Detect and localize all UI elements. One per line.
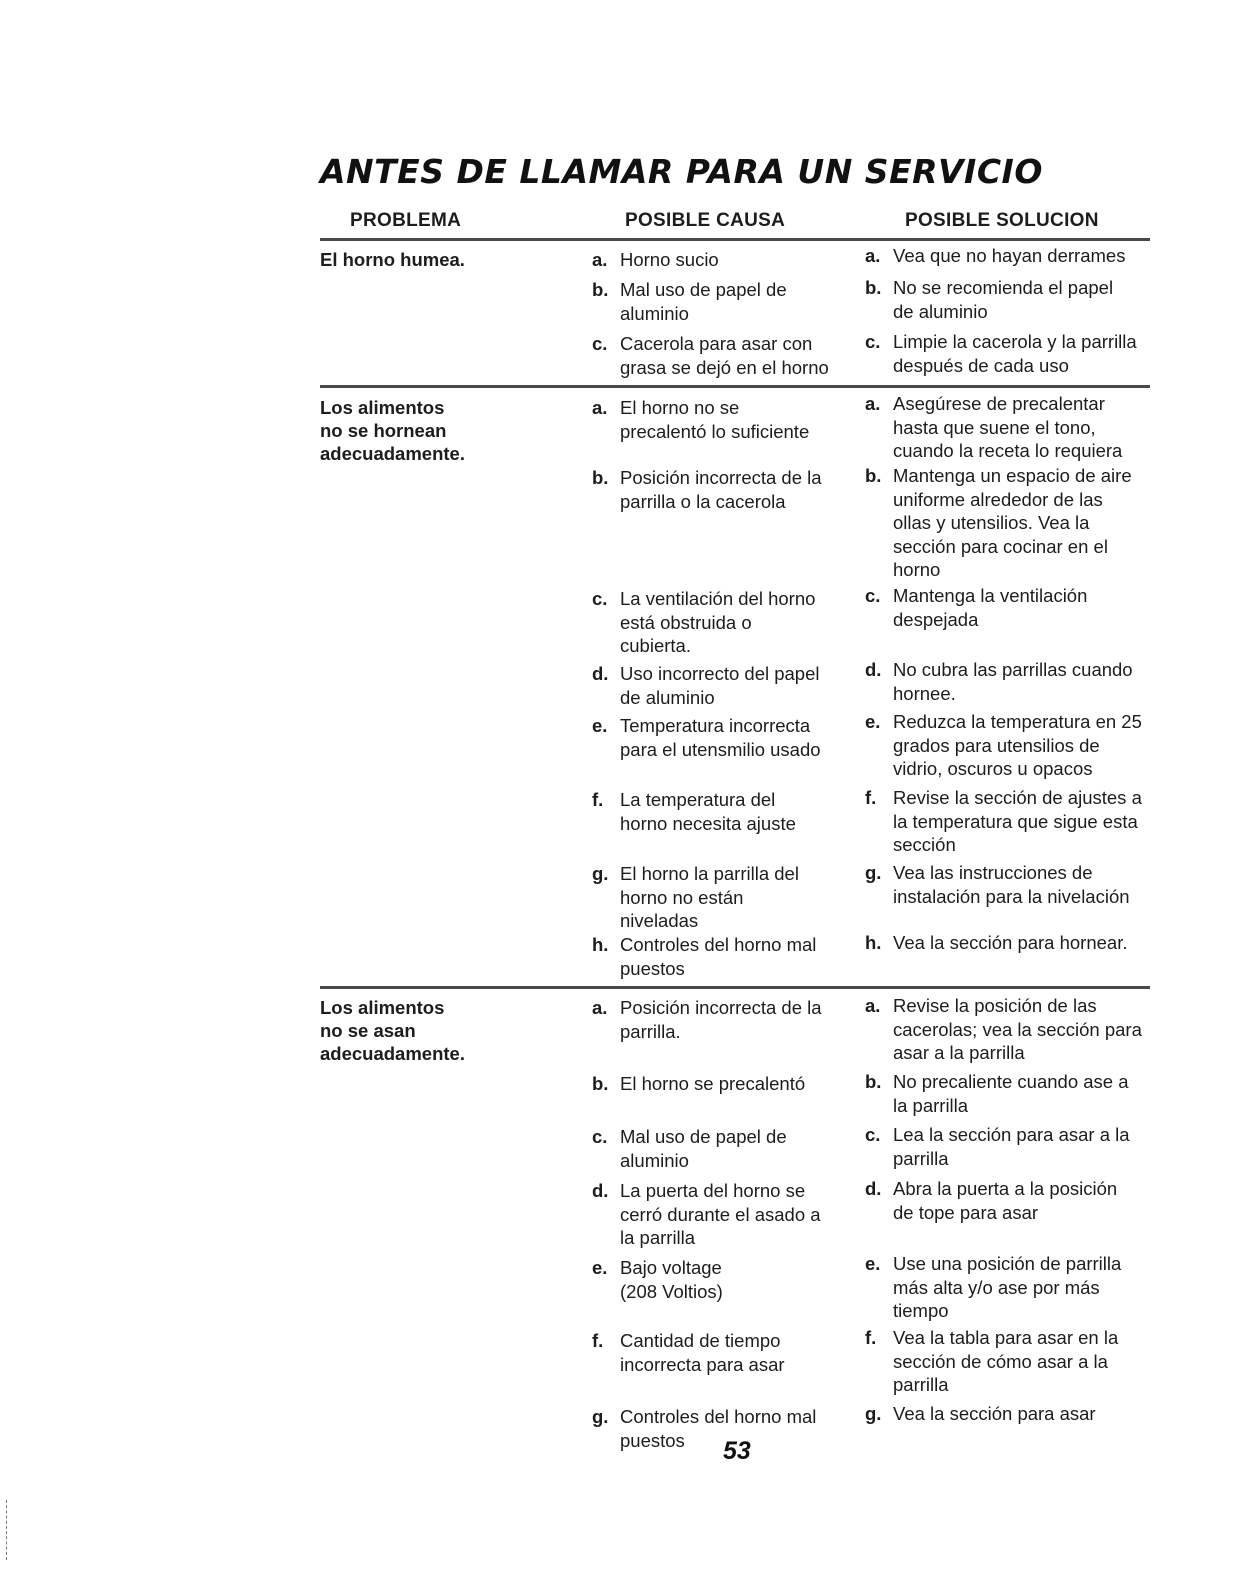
item-letter: c. — [865, 585, 881, 606]
item-text: Controles del horno mal puestos — [620, 1406, 817, 1451]
item-letter: f. — [592, 789, 604, 810]
item-text: Vea la sección para hornear. — [893, 932, 1128, 953]
item-letter: b. — [865, 1071, 882, 1092]
solution-item — [865, 861, 1155, 932]
item-text: Vea que no hayan derrames — [893, 245, 1126, 266]
item-text: Mal uso de papel de aluminio — [620, 1126, 787, 1171]
section-divider — [320, 385, 1150, 388]
item-text: Bajo voltage (208 Voltios) — [620, 1257, 723, 1302]
cause-item — [592, 714, 842, 785]
item-text: Lea la sección para asar a la parrilla — [893, 1124, 1130, 1169]
item-text: Revise la posición de las cacerolas; vea la sección para asar a la parrilla — [893, 995, 1142, 1063]
cause-item — [592, 1405, 842, 1476]
item-letter: c. — [865, 331, 881, 352]
item-text: El horno no se precalentó lo suficiente — [620, 397, 810, 442]
item-letter: h. — [592, 934, 609, 955]
item-text: Mal uso de papel de aluminio — [620, 279, 787, 324]
item-text: Posición incorrecta de la parrilla o la cacerola — [620, 467, 822, 512]
cause-item — [592, 587, 842, 658]
item-letter: g. — [865, 1403, 882, 1424]
header-problem: PROBLEMA — [350, 210, 462, 231]
solution-item — [865, 1326, 1155, 1397]
item-letter: a. — [865, 245, 881, 266]
solution-item — [865, 392, 1155, 463]
item-text: Abra la puerta a la posición de tope para asar — [893, 1178, 1118, 1223]
item-text: El horno la parrilla del horno no están niveladas — [620, 863, 799, 931]
item-letter: b. — [592, 467, 609, 488]
item-text: La temperatura del horno necesita ajuste — [620, 789, 796, 834]
item-text: Vea la tabla para asar en la sección de cómo asar a la parrilla — [893, 1327, 1119, 1395]
item-text: Limpie la cacerola y la parrilla después de cada uso — [893, 331, 1137, 376]
cause-item — [592, 396, 842, 467]
item-text: Vea las instrucciones de instalación para la nivelación — [893, 862, 1130, 907]
item-text: No se recomienda el papel de aluminio — [893, 277, 1114, 322]
item-letter: b. — [865, 277, 882, 298]
item-letter: c. — [592, 588, 608, 609]
item-text: Posición incorrecta de la parrilla. — [620, 997, 822, 1042]
problem-label: Los alimentos no se hornean adecuadamente. — [320, 397, 465, 464]
item-text: No cubra las parrillas cuando hornee. — [893, 659, 1133, 704]
item-letter: e. — [592, 715, 608, 736]
item-letter: a. — [865, 995, 881, 1016]
item-letter: g. — [592, 863, 609, 884]
item-letter: d. — [592, 1180, 609, 1201]
section-divider — [320, 986, 1150, 989]
item-letter: c. — [592, 1126, 608, 1147]
problem-label: Los alimentos no se asan adecuadamente. — [320, 997, 465, 1064]
item-letter: e. — [865, 1253, 881, 1274]
solution-item — [865, 931, 1155, 1002]
item-text: Asegúrese de precalentar hasta que suene el tono, cuando la receta lo requiera — [893, 393, 1123, 461]
item-letter: d. — [592, 663, 609, 684]
item-letter: b. — [865, 465, 882, 486]
item-text: Use una posición de parrilla más alta y/o ase por más tiempo — [893, 1253, 1122, 1321]
item-letter: a. — [592, 397, 608, 418]
solution-item — [865, 330, 1155, 401]
item-letter: h. — [865, 932, 882, 953]
solution-item — [865, 584, 1155, 655]
item-letter: g. — [865, 862, 882, 883]
item-text: Reduzca la temperatura en 25 grados para utensilios de vidrio, oscuros u opacos — [893, 711, 1142, 779]
header-solution: POSIBLE SOLUCION — [905, 210, 1099, 231]
item-letter: b. — [592, 1073, 609, 1094]
solution-item — [865, 786, 1155, 857]
item-letter: d. — [865, 659, 882, 680]
item-text: Cantidad de tiempo incorrecta para asar — [620, 1330, 785, 1375]
item-letter: g. — [592, 1406, 609, 1427]
item-text: Temperatura incorrecta para el utensmilio usado — [620, 715, 821, 760]
cause-item — [592, 1179, 842, 1250]
solution-item — [865, 1177, 1155, 1248]
item-text: La ventilación del horno está obstruida o cubierta. — [620, 588, 816, 656]
item-text: Vea la sección para asar — [893, 1403, 1096, 1424]
item-letter: d. — [865, 1178, 882, 1199]
solution-item — [865, 994, 1155, 1065]
item-text: Horno sucio — [620, 249, 719, 270]
cause-item — [592, 466, 842, 537]
page-title: ANTES DE LLAMAR PARA UN SERVICIO — [320, 152, 1043, 191]
item-letter: a. — [592, 997, 608, 1018]
item-text: Mantenga la ventilación despejada — [893, 585, 1088, 630]
problem-label: El horno humea. — [320, 249, 465, 270]
item-letter: c. — [865, 1124, 881, 1145]
header-cause: POSIBLE CAUSA — [625, 210, 786, 231]
margin-mark — [6, 1500, 7, 1560]
item-text: Controles del horno mal puestos — [620, 934, 817, 979]
cause-item — [592, 862, 842, 933]
item-letter: b. — [592, 279, 609, 300]
solution-item — [865, 710, 1155, 781]
cause-item — [592, 1329, 842, 1400]
solution-item — [865, 1402, 1155, 1473]
column-headers — [320, 210, 1150, 240]
header-divider — [320, 238, 1150, 241]
cause-item — [592, 788, 842, 859]
item-text: No precaliente cuando ase a la parrilla — [893, 1071, 1129, 1116]
item-text: Cacerola para asar con grasa se dejó en el horno — [620, 333, 829, 378]
item-letter: a. — [592, 249, 608, 270]
item-letter: f. — [865, 1327, 877, 1348]
cause-item — [592, 1256, 842, 1327]
item-letter: f. — [865, 787, 877, 808]
item-letter: f. — [592, 1330, 604, 1351]
item-letter: a. — [865, 393, 881, 414]
solution-item — [865, 464, 1155, 580]
item-text: La puerta del horno se cerró durante el asado a la parrilla — [620, 1180, 821, 1248]
page-number: 53 — [723, 1437, 751, 1465]
solution-item — [865, 1252, 1155, 1323]
item-letter: e. — [592, 1257, 608, 1278]
cause-item — [592, 933, 842, 1004]
cause-item — [592, 996, 842, 1067]
item-letter: c. — [592, 333, 608, 354]
cause-item — [592, 332, 842, 403]
item-text: Mantenga un espacio de aire uniforme alrededor de las ollas y utensilios. Vea la sección para cocinar en el horno — [893, 465, 1132, 580]
item-text: Uso incorrecto del papel de aluminio — [620, 663, 820, 708]
item-text: Revise la sección de ajustes a la temperatura que sigue esta sección — [893, 787, 1142, 855]
item-letter: e. — [865, 711, 881, 732]
item-text: El horno se precalentó — [620, 1073, 806, 1094]
